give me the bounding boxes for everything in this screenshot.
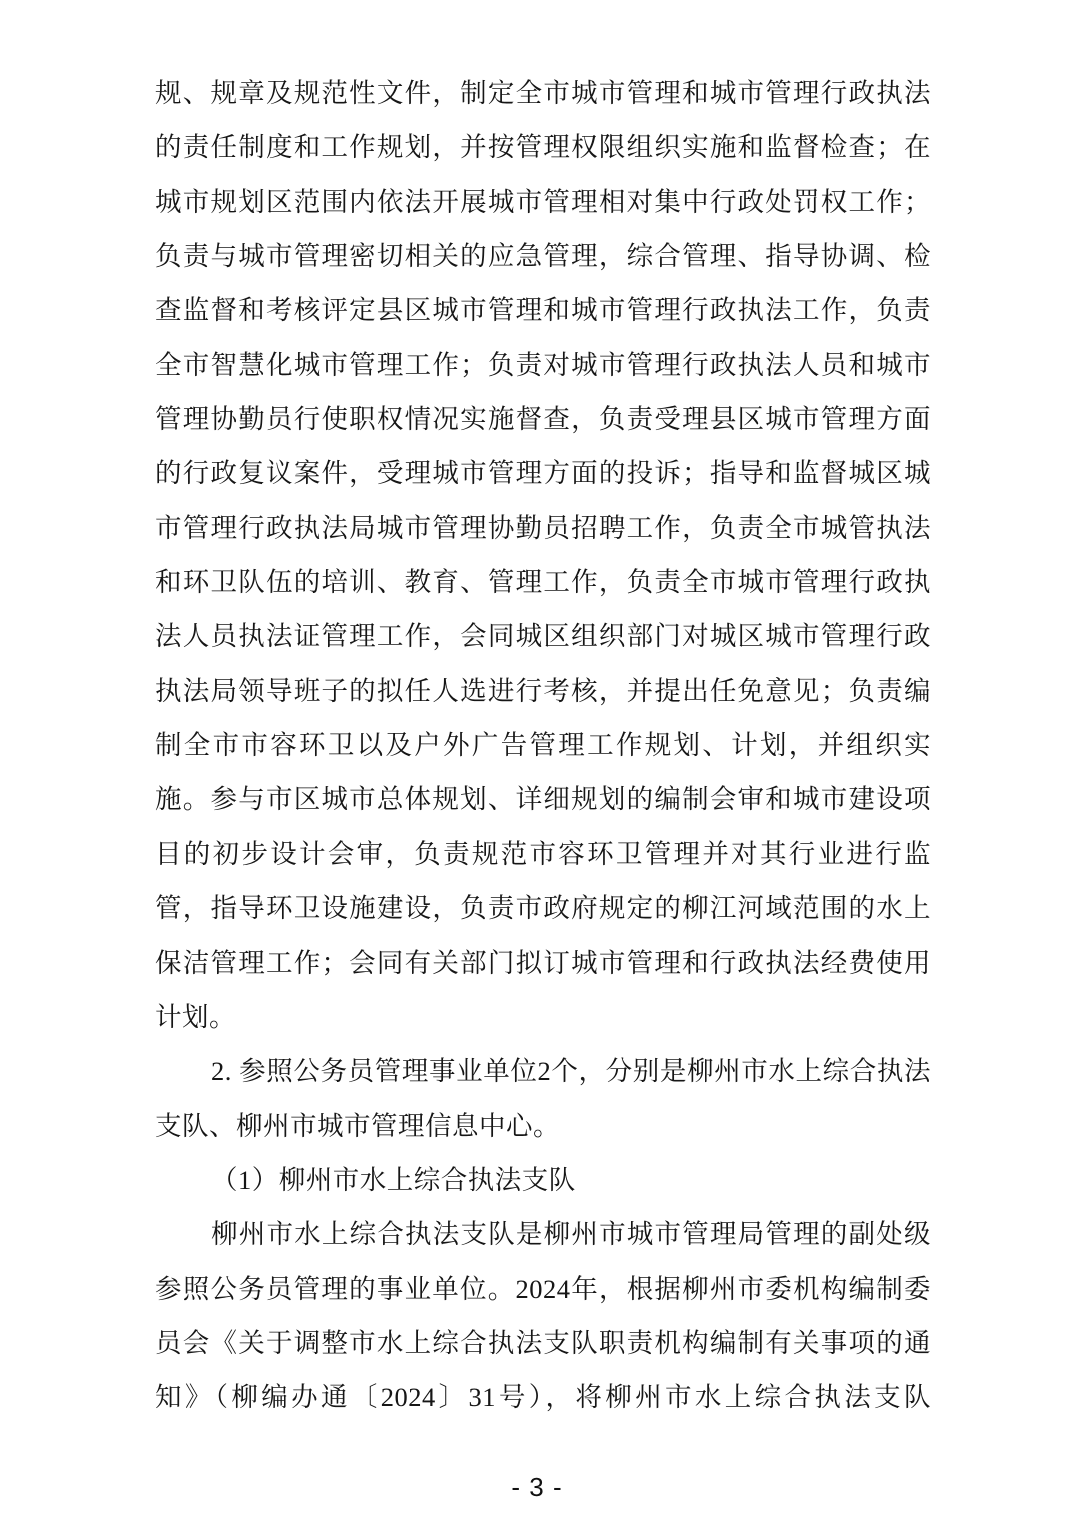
text-line: 保洁管理工作；会同有关部门拟订城市管理和行政执法经费使用 xyxy=(155,947,931,978)
text-line: 市管理行政执法局城市管理协勤员招聘工作，负责全市城管执法 xyxy=(155,512,931,543)
document-body xyxy=(155,66,931,1425)
text-line: 柳州市水上综合执法支队是柳州市城市管理局管理的副处级 xyxy=(211,1219,931,1250)
text-line: 全市智慧化城市管理工作；负责对城市管理行政执法人员和城市 xyxy=(155,349,931,380)
text-line: 的行政复议案件，受理城市管理方面的投诉；指导和监督城区城 xyxy=(155,458,931,489)
text-line: 施。参与市区城市总体规划、详细规划的编制会审和城市建设项 xyxy=(155,784,931,815)
text-line: 管理协勤员行使职权情况实施督查，负责受理县区城市管理方面 xyxy=(155,404,931,435)
text-line: 城市规划区范围内依法开展城市管理相对集中行政处罚权工作； xyxy=(155,186,931,217)
text-line: 目的初步设计会审，负责规范市容环卫管理并对其行业进行监 xyxy=(155,838,931,869)
text-line: 和环卫队伍的培训、教育、管理工作，负责全市城市管理行政执 xyxy=(155,567,931,598)
text-line: 参照公务员管理的事业单位。2024年，根据柳州市委机构编制委 xyxy=(155,1273,931,1304)
text-line: 员会《关于调整市水上综合执法支队职责机构编制有关事项的通 xyxy=(155,1327,931,1358)
text-line: 的责任制度和工作规划，并按管理权限组织实施和监督检查；在 xyxy=(155,132,931,163)
text-line: 负责与城市管理密切相关的应急管理，综合管理、指导协调、检 xyxy=(155,241,931,272)
text-line: 执法局领导班子的拟任人选进行考核，并提出任免意见；负责编 xyxy=(155,675,931,706)
text-line: 知》（柳编办通〔2024〕31号），将柳州市水上综合执法支队 xyxy=(155,1382,931,1413)
text-line: 规、规章及规范性文件，制定全市城市管理和城市管理行政执法 xyxy=(155,78,931,108)
text-line: 管，指导环卫设施建设，负责市政府规定的柳江河域范围的水上 xyxy=(155,893,931,924)
text-line: 计划。 xyxy=(155,1001,236,1032)
page-number: - 3 - xyxy=(511,1472,563,1502)
text-line: （1）柳州市水上综合执法支队 xyxy=(211,1164,576,1195)
text-line: 支队、柳州市城市管理信息中心。 xyxy=(155,1110,560,1141)
text-line: 法人员执法证管理工作，会同城区组织部门对城区城市管理行政 xyxy=(155,621,931,652)
text-line: 查监督和考核评定县区城市管理和城市管理行政执法工作，负责 xyxy=(155,295,931,326)
text-line: 制全市市容环卫以及户外广告管理工作规划、计划，并组织实 xyxy=(155,730,931,761)
text-line: 2. 参照公务员管理事业单位2个，分别是柳州市水上综合执法 xyxy=(211,1056,931,1087)
